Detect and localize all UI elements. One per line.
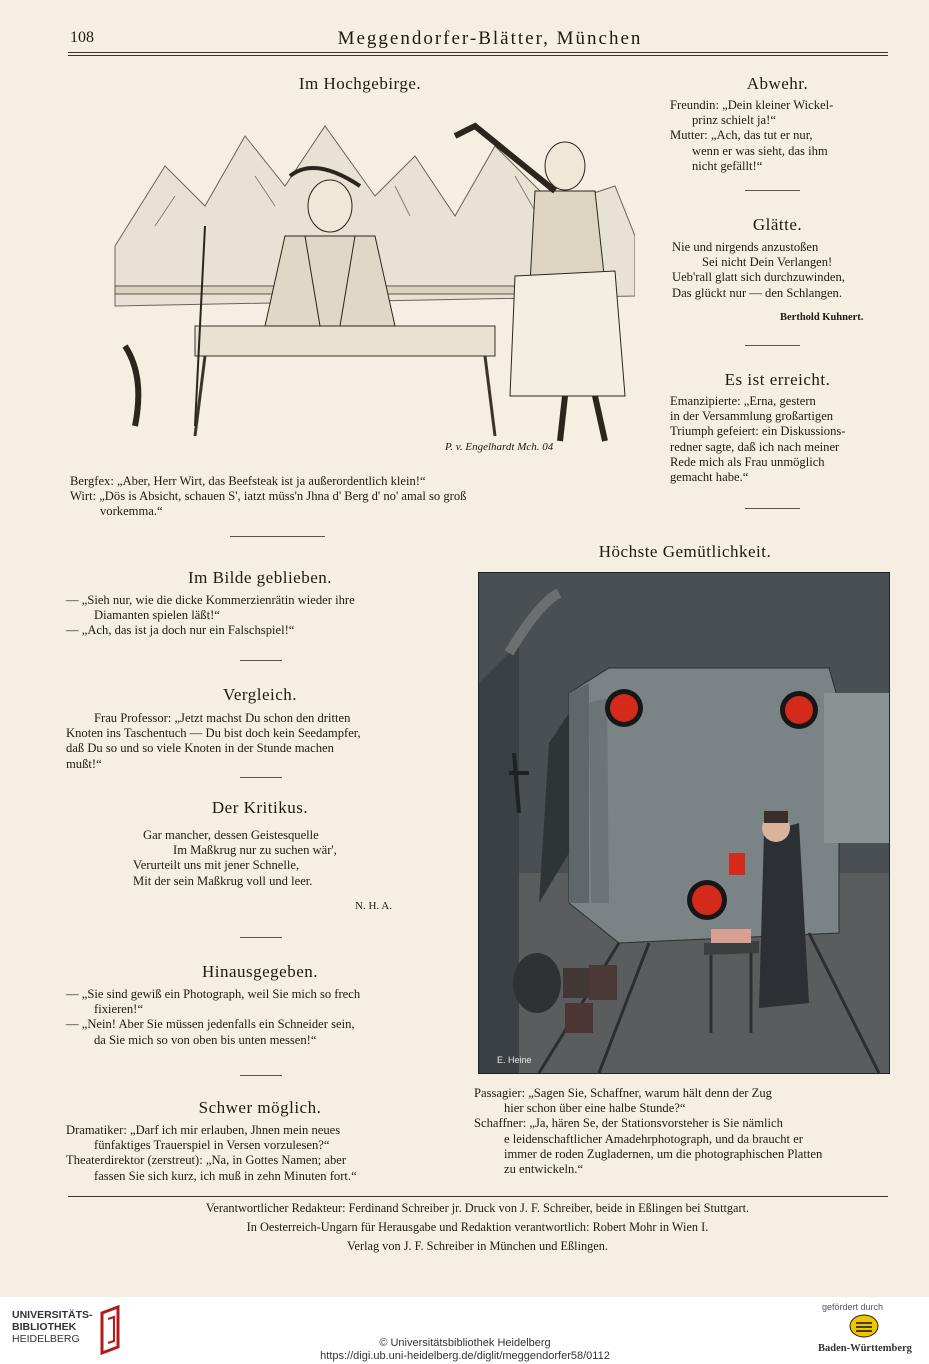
schwer-title: Schwer möglich.	[198, 1098, 322, 1117]
section-rule	[240, 937, 282, 938]
artist-signature: P. v. Engelhardt Mch. 04	[445, 441, 554, 453]
erreicht-text	[670, 394, 890, 485]
page-number: 108	[70, 29, 94, 46]
text-line: Diamanten spielen läßt!“	[94, 608, 220, 623]
section-rule	[240, 1075, 282, 1076]
erreicht-title: Es ist erreicht.	[724, 370, 831, 389]
glaette-title: Glätte.	[752, 215, 803, 234]
ornament-rule	[745, 508, 800, 509]
copyright-note: © Universitätsbibliothek Heidelberg	[379, 1337, 551, 1349]
poem-line: Das glückt nur — den Schlangen.	[672, 285, 842, 300]
imprint-line-3: Verlag von J. F. Schreiber in München und Eßlingen.	[347, 1239, 608, 1253]
section-rule	[745, 345, 800, 346]
text-line: fünfaktiges Trauerspiel in Versen vorzulesen?“	[94, 1138, 330, 1153]
hinaus-title: Hinausgegeben.	[201, 962, 319, 981]
gemuet-caption	[474, 1086, 886, 1177]
caption-line: Wirt: „Dös is Absicht, schauen S', iatzt müss'n Jhna d' Berg d' no' amal so groß	[70, 489, 467, 504]
glaette-author: Berthold Kuhnert.	[780, 312, 864, 323]
poem-line: Mit der sein Maßkrug voll und leer.	[133, 873, 313, 888]
poem-line: Ueb'rall glatt sich durchzuwinden,	[672, 270, 845, 285]
text-line: daß Du so und so viele Knoten in der Stunde machen	[66, 741, 334, 756]
text-line: — „Sie sind gewiß ein Photograph, weil Sie mich so frech	[66, 987, 361, 1001]
header-rule-2	[68, 55, 888, 56]
hochgebirge-title: Im Hochgebirge.	[298, 74, 422, 93]
text-line: fixieren!“	[94, 1002, 143, 1017]
bilde-title: Im Bilde geblieben.	[187, 568, 333, 587]
text-line: da Sie mich so von oben bis unten messen!“	[94, 1032, 317, 1047]
vergleich-text	[66, 711, 451, 772]
text-line: fassen Sie sich kurz, ich muß in zehn Minuten fort.“	[94, 1168, 357, 1183]
hochgebirge-caption	[70, 474, 650, 520]
text-line: Frau Professor: „Jetzt machst Du schon den dritten	[94, 711, 351, 725]
section-rule	[745, 190, 800, 191]
caption-line: Schaffner: „Ja, hären Se, der Stationsvorsteher is Sie nämlich	[474, 1116, 783, 1131]
imprint-rule	[68, 1196, 888, 1197]
poem-line: Verurteilt uns mit jener Schnelle,	[133, 858, 300, 873]
text-line: Knoten ins Taschentuch — Du bist doch kein Seedampfer,	[66, 726, 361, 741]
poem-line: Gar mancher, dessen Geistesquelle	[143, 828, 319, 842]
poem-line: Sei nicht Dein Verlangen!	[702, 255, 833, 270]
gemuet-title: Höchste Gemütlichkeit.	[598, 542, 772, 561]
text-line: redner sagte, daß ich nach meiner	[670, 439, 840, 454]
hinaus-text	[66, 987, 451, 1048]
poem-line: Nie und nirgends anzustoßen	[672, 240, 819, 254]
text-line: mußt!“	[66, 756, 102, 771]
text-line: — „Sieh nur, wie die dicke Kommerzienrätin wieder ihre	[66, 593, 355, 607]
text-line: — „Nein! Aber Sie müssen jedenfalls ein Schneider sein,	[66, 1017, 355, 1032]
state-crest-icon	[849, 1314, 879, 1338]
running-title: Meggendorfer-Blätter, München	[337, 28, 643, 49]
text-line: Dramatiker: „Darf ich mir erlauben, Jhnen mein neues	[66, 1123, 341, 1137]
hochgebirge-illustration	[95, 96, 635, 471]
text-line: Triumph gefeiert: ein Diskussions-	[670, 424, 846, 439]
library-logo-icon	[98, 1305, 124, 1355]
abwehr-text	[670, 98, 890, 174]
schwer-text	[66, 1123, 451, 1184]
library-line: BIBLIOTHEK	[12, 1321, 77, 1333]
section-rule	[240, 777, 282, 778]
night-train-painting	[479, 573, 889, 1073]
vergleich-title: Vergleich.	[222, 685, 298, 704]
text-line: gemacht habe.“	[670, 470, 749, 485]
kritikus-poem	[133, 828, 433, 889]
caption-line: hier schon über eine halbe Stunde?“	[504, 1101, 686, 1116]
glaette-poem	[672, 240, 892, 301]
text-line: nicht gefällt!“	[692, 158, 763, 173]
caption-line: vorkemma.“	[100, 504, 163, 519]
caption-line: Passagier: „Sagen Sie, Schaffner, warum hält denn der Zug	[474, 1086, 772, 1100]
text-line: Rede mich als Frau unmöglich	[670, 454, 825, 469]
text-line: Mutter: „Ach, das tut er nur,	[670, 128, 813, 143]
digitization-footer	[0, 1297, 929, 1364]
ornament-rule	[230, 536, 325, 537]
caption-line: e leidenschaftlicher Amadehrphotograph, und da braucht er	[504, 1131, 803, 1146]
library-line: HEIDELBERG	[12, 1333, 80, 1345]
bilde-text	[66, 593, 451, 639]
caption-line: immer de roden Zugladernen, um die photographischen Platten	[504, 1146, 823, 1161]
text-line: — „Ach, das ist ja doch nur ein Falschspiel!“	[66, 623, 295, 638]
abwehr-title: Abwehr.	[746, 74, 809, 93]
artist-signature: E. Heine	[497, 1055, 532, 1065]
library-name	[12, 1309, 93, 1345]
text-line: Theaterdirektor (zerstreut): „Na, in Gottes Namen; aber	[66, 1153, 347, 1168]
poem-line: Im Maßkrug nur zu suchen wär',	[173, 843, 337, 858]
header-rule	[68, 52, 888, 53]
mountain-scene-drawing	[95, 96, 635, 471]
text-line: in der Versammlung großartigen	[670, 409, 834, 424]
funded-label: gefördert durch	[822, 1302, 884, 1312]
imprint-line-2: In Oesterreich-Ungarn für Herausgabe und Redaktion verantwortlich: Robert Mohr in Wien I.	[246, 1220, 709, 1234]
kritikus-author: N. H. A.	[355, 900, 392, 912]
text-line: Freundin: „Dein kleiner Wickel-	[670, 98, 834, 112]
caption-line: Bergfex: „Aber, Herr Wirt, das Beefsteak ist ja außerordentlich klein!“	[70, 474, 426, 488]
train-illustration	[478, 572, 890, 1074]
section-rule	[240, 660, 282, 661]
source-url[interactable]: https://digi.ub.uni-heidelberg.de/diglit/meggendorfer58/0112	[320, 1350, 610, 1362]
caption-line: zu entwickeln.“	[504, 1162, 584, 1177]
text-line: Emanzipierte: „Erna, gestern	[670, 394, 816, 408]
imprint-line-1: Verantwortlicher Redakteur: Ferdinand Schreiber jr. Druck von J. F. Schreiber, beide in Eßlingen bei Stuttgart.	[205, 1201, 750, 1215]
state-name: Baden-Württemberg	[818, 1343, 912, 1354]
text-line: prinz schielt ja!“	[692, 113, 776, 128]
kritikus-title: Der Kritikus.	[211, 798, 309, 817]
library-line: UNIVERSITÄTS-	[12, 1309, 93, 1321]
text-line: wenn er was sieht, das ihm	[692, 143, 828, 158]
